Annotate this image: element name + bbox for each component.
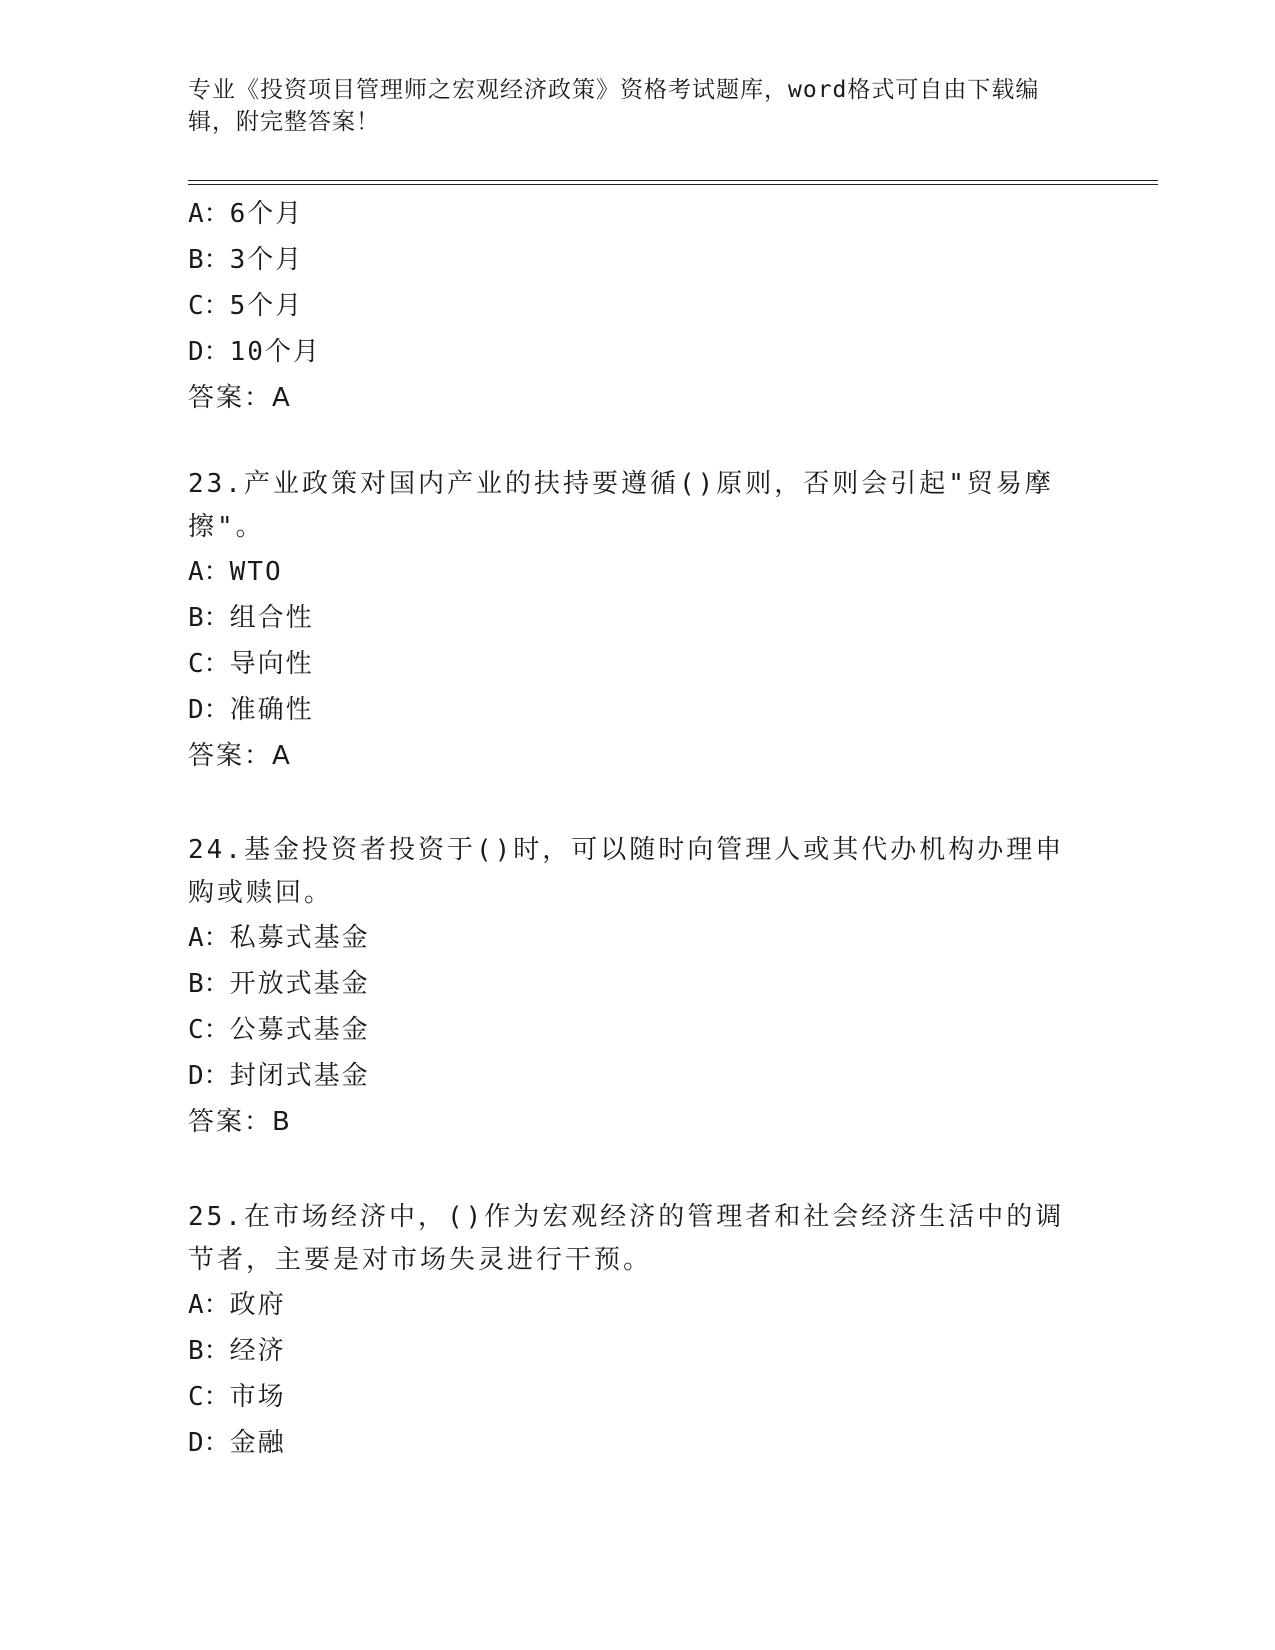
option-b: B：3个月 [188,245,304,275]
answer-line: 答案：B [188,1107,292,1137]
option-c: C：公募式基金 [188,1015,370,1045]
option-c: C：导向性 [188,649,314,679]
option-b: B：开放式基金 [188,969,370,999]
option-c: C：5个月 [188,291,304,321]
option-d: D：10个月 [188,337,321,367]
document-header: 专业《投资项目管理师之宏观经济政策》资格考试题库，word格式可自由下载编辑，附完整答案！ [188,77,1040,135]
previous-question-options [188,191,1088,421]
option-d: D：准确性 [188,695,314,725]
answer-line: 答案：A [188,383,292,413]
question-25 [188,1196,1088,1466]
option-c: C：市场 [188,1382,286,1412]
option-b: B：组合性 [188,603,314,633]
option-b: B：经济 [188,1336,286,1366]
question-24 [188,829,1088,1145]
question-23 [188,463,1088,779]
option-d: D：金融 [188,1428,286,1458]
option-a: A：WTO [188,557,283,587]
option-a: A：私募式基金 [188,923,370,953]
question-stem: 24.基金投资者投资于()时，可以随时向管理人或其代办机构办理申购或赎回。 [188,835,1065,908]
option-a: A：6个月 [188,199,304,229]
option-a: A：政府 [188,1290,286,1320]
option-d: D：封闭式基金 [188,1061,370,1091]
answer-line: 答案：A [188,741,292,771]
question-stem: 23.产业政策对国内产业的扶持要遵循()原则，否则会引起"贸易摩擦"。 [188,469,1054,542]
question-stem: 25.在市场经济中，()作为宏观经济的管理者和社会经济生活中的调节者，主要是对市场失灵进行干预。 [188,1202,1065,1275]
header-divider-top [188,180,1158,181]
header-divider-bottom [188,184,1158,185]
